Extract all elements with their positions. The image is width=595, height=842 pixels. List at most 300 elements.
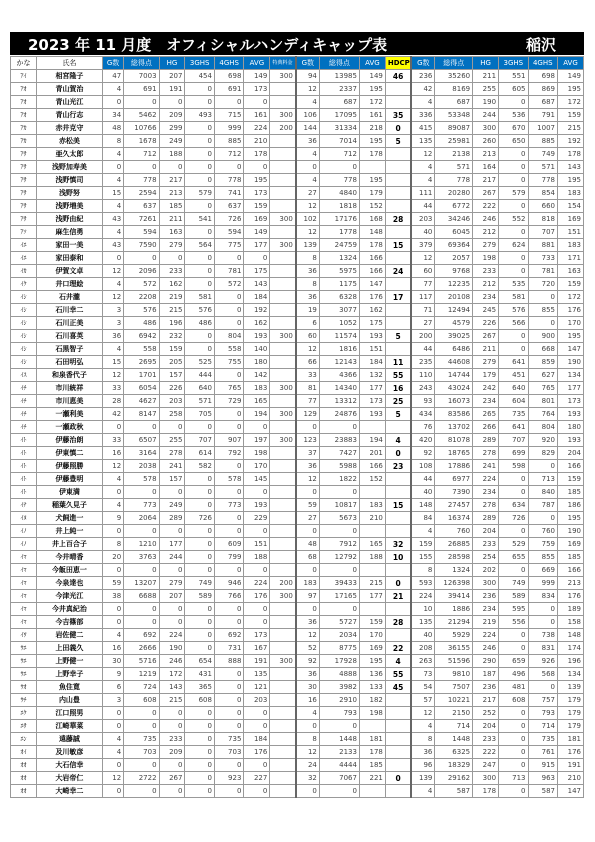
header-right-total: 総得点 [435, 57, 473, 70]
cell-kana: ｲｼ [11, 317, 37, 330]
cell-l-avg: 159 [244, 200, 270, 213]
cell-l-total: 6688 [124, 590, 159, 603]
cell-r-3ghs: 0 [499, 96, 528, 109]
cell-r-3ghs: 641 [499, 421, 528, 434]
cell-l-fee: 300 [270, 109, 296, 122]
cell-l-4ghs: 0 [214, 512, 243, 525]
cell-l-hg: 207 [159, 70, 185, 83]
table-row [11, 785, 584, 798]
cell-l-fee [270, 642, 296, 655]
cell-r-hg: 252 [473, 707, 499, 720]
cell-l-4ghs: 766 [214, 590, 243, 603]
cell-m-games: 0 [296, 525, 320, 538]
cell-r-4ghs: 698 [528, 70, 557, 83]
cell-hdcp [385, 564, 411, 577]
cell-l-4ghs: 726 [214, 213, 243, 226]
cell-kana: ｱｻ [11, 148, 37, 161]
cell-hdcp: 0 [385, 122, 411, 135]
cell-name: 今井晴香 [36, 551, 102, 564]
cell-r-hg: 267 [473, 330, 499, 343]
cell-r-4ghs: 829 [528, 447, 557, 460]
cell-l-hg: 215 [159, 304, 185, 317]
cell-m-total: 4444 [319, 759, 359, 772]
cell-l-hg: 299 [159, 122, 185, 135]
cell-kana: ｱｻ [11, 161, 37, 174]
cell-r-3ghs: 551 [499, 70, 528, 83]
cell-l-hg: 233 [159, 733, 185, 746]
cell-hdcp [385, 720, 411, 733]
cell-l-fee [270, 499, 296, 512]
cell-r-3ghs: 0 [499, 707, 528, 720]
cell-r-games: 135 [411, 616, 435, 629]
cell-r-total: 126398 [435, 577, 473, 590]
cell-kana: ｲﾁ [11, 395, 37, 408]
cell-r-avg: 134 [557, 668, 583, 681]
cell-r-games: 12 [411, 148, 435, 161]
cell-kana: ｲﾜ [11, 629, 37, 642]
cell-l-hg: 289 [159, 512, 185, 525]
cell-l-avg: 145 [244, 473, 270, 486]
cell-r-4ghs: 0 [528, 512, 557, 525]
cell-m-games: 4 [296, 148, 320, 161]
cell-l-avg: 197 [244, 434, 270, 447]
cell-l-hg: 258 [159, 408, 185, 421]
cell-l-total: 594 [124, 226, 159, 239]
cell-l-fee [270, 473, 296, 486]
cell-l-total: 2096 [124, 265, 159, 278]
cell-l-fee [270, 772, 296, 785]
cell-l-avg: 180 [244, 356, 270, 369]
cell-r-3ghs: 529 [499, 538, 528, 551]
cell-l-avg: 0 [244, 252, 270, 265]
cell-l-total: 558 [124, 343, 159, 356]
cell-r-avg: 193 [557, 434, 583, 447]
cell-kana: ｲﾏ [11, 551, 37, 564]
cell-l-games: 4 [102, 746, 123, 759]
cell-l-total: 7590 [124, 239, 159, 252]
cell-l-avg: 188 [244, 551, 270, 564]
cell-l-fee [270, 759, 296, 772]
cell-l-avg: 135 [244, 668, 270, 681]
cell-name: 一瀬政秋 [36, 421, 102, 434]
cell-m-games: 12 [296, 83, 320, 96]
cell-l-3ghs: 0 [185, 499, 214, 512]
cell-r-games: 336 [411, 109, 435, 122]
cell-l-4ghs: 0 [214, 421, 243, 434]
cell-kana: ｴｻ [11, 720, 37, 733]
cell-l-fee [270, 291, 296, 304]
cell-name: 市川恵美 [36, 395, 102, 408]
cell-hdcp: 5 [385, 330, 411, 343]
cell-m-avg: 151 [359, 343, 385, 356]
cell-l-hg: 0 [159, 707, 185, 720]
cell-l-fee [270, 603, 296, 616]
cell-r-total: 7507 [435, 681, 473, 694]
cell-l-3ghs: 0 [185, 135, 214, 148]
cell-r-hg: 244 [473, 109, 499, 122]
cell-r-4ghs: 0 [528, 603, 557, 616]
cell-kana: ｵｵ [11, 772, 37, 785]
cell-r-avg: 166 [557, 460, 583, 473]
cell-r-total: 2057 [435, 252, 473, 265]
cell-r-total: 6772 [435, 200, 473, 213]
cell-l-avg: 173 [244, 83, 270, 96]
cell-r-4ghs: 760 [528, 525, 557, 538]
cell-l-3ghs: 0 [185, 252, 214, 265]
cell-hdcp [385, 629, 411, 642]
table-row [11, 70, 584, 83]
cell-m-games: 12 [296, 746, 320, 759]
cell-l-games: 12 [102, 291, 123, 304]
cell-l-games: 3 [102, 694, 123, 707]
cell-r-3ghs: 655 [499, 551, 528, 564]
cell-r-avg: 185 [557, 551, 583, 564]
cell-l-games: 4 [102, 473, 123, 486]
cell-r-games: 10 [411, 603, 435, 616]
cell-l-games: 3 [102, 304, 123, 317]
cell-kana: ｴﾝ [11, 733, 37, 746]
cell-kana: ｳｵ [11, 681, 37, 694]
cell-r-games: 263 [411, 655, 435, 668]
cell-r-3ghs: 640 [499, 382, 528, 395]
cell-r-hg: 247 [473, 759, 499, 772]
table-row [11, 278, 584, 291]
cell-l-hg: 246 [159, 655, 185, 668]
cell-l-4ghs: 0 [214, 161, 243, 174]
cell-l-hg: 226 [159, 382, 185, 395]
cell-m-total: 687 [319, 96, 359, 109]
header-hdcp: HDCP [385, 57, 411, 70]
cell-l-hg: 217 [159, 174, 185, 187]
cell-m-total: 7427 [319, 447, 359, 460]
cell-r-hg: 233 [473, 265, 499, 278]
cell-l-3ghs: 0 [185, 525, 214, 538]
cell-l-3ghs: 0 [185, 759, 214, 772]
table-row [11, 577, 584, 590]
cell-r-avg: 176 [557, 304, 583, 317]
cell-r-hg: 204 [473, 720, 499, 733]
cell-l-avg: 0 [244, 707, 270, 720]
cell-name: 伊東慎二 [36, 447, 102, 460]
cell-hdcp [385, 343, 411, 356]
cell-l-hg: 172 [159, 668, 185, 681]
cell-l-4ghs: 0 [214, 694, 243, 707]
cell-l-games: 4 [102, 733, 123, 746]
cell-l-games: 4 [102, 174, 123, 187]
cell-l-avg: 177 [244, 239, 270, 252]
table-row [11, 148, 584, 161]
cell-l-4ghs: 946 [214, 577, 243, 590]
cell-r-avg: 185 [557, 486, 583, 499]
cell-kana: ｲﾉ [11, 525, 37, 538]
cell-l-4ghs: 0 [214, 408, 243, 421]
cell-name: 井上純一 [36, 525, 102, 538]
cell-r-total: 69364 [435, 239, 473, 252]
cell-m-total: 0 [319, 603, 359, 616]
cell-l-4ghs: 594 [214, 226, 243, 239]
cell-hdcp: 11 [385, 356, 411, 369]
cell-l-3ghs: 493 [185, 109, 214, 122]
cell-r-avg: 169 [557, 538, 583, 551]
cell-r-4ghs: 0 [528, 317, 557, 330]
cell-name: 今吉篠部 [36, 616, 102, 629]
cell-hdcp: 24 [385, 265, 411, 278]
cell-r-games: 44 [411, 473, 435, 486]
cell-hdcp: 4 [385, 434, 411, 447]
header-right-games: G数 [411, 57, 435, 70]
cell-r-hg: 226 [473, 317, 499, 330]
cell-hdcp [385, 278, 411, 291]
table-row [11, 759, 584, 772]
cell-hdcp [385, 746, 411, 759]
cell-m-total: 17165 [319, 590, 359, 603]
cell-r-4ghs: 761 [528, 746, 557, 759]
cell-l-hg: 249 [159, 135, 185, 148]
cell-r-4ghs: 834 [528, 590, 557, 603]
cell-l-games: 0 [102, 161, 123, 174]
cell-l-hg: 196 [159, 317, 185, 330]
cell-m-games: 4 [296, 707, 320, 720]
cell-l-total: 1210 [124, 538, 159, 551]
cell-m-games: 32 [296, 772, 320, 785]
cell-l-4ghs: 0 [214, 707, 243, 720]
cell-l-total: 2594 [124, 187, 159, 200]
cell-l-3ghs: 705 [185, 408, 214, 421]
table-row [11, 616, 584, 629]
cell-kana: ｲﾁ [11, 408, 37, 421]
cell-l-4ghs: 0 [214, 668, 243, 681]
cell-kana: ｲﾄ [11, 447, 37, 460]
cell-name: 亜久太郎 [36, 148, 102, 161]
cell-l-total: 712 [124, 148, 159, 161]
cell-hdcp: 17 [385, 291, 411, 304]
cell-l-3ghs: 0 [185, 486, 214, 499]
cell-r-3ghs: 0 [499, 148, 528, 161]
cell-l-total: 735 [124, 733, 159, 746]
cell-l-4ghs: 609 [214, 538, 243, 551]
cell-m-avg: 181 [359, 733, 385, 746]
cell-l-4ghs: 558 [214, 343, 243, 356]
cell-m-total: 1052 [319, 317, 359, 330]
cell-r-4ghs: 831 [528, 642, 557, 655]
cell-r-4ghs: 915 [528, 759, 557, 772]
cell-l-avg: 193 [244, 499, 270, 512]
cell-m-avg: 193 [359, 330, 385, 343]
cell-name: 及川敏彦 [36, 746, 102, 759]
cell-r-avg: 196 [557, 655, 583, 668]
cell-hdcp [385, 473, 411, 486]
cell-r-hg: 236 [473, 590, 499, 603]
cell-l-3ghs: 0 [185, 720, 214, 733]
cell-l-avg: 0 [244, 759, 270, 772]
cell-r-total: 25981 [435, 135, 473, 148]
table-row [11, 642, 584, 655]
cell-r-4ghs: 1007 [528, 122, 557, 135]
cell-r-games: 71 [411, 304, 435, 317]
cell-m-avg: 177 [359, 382, 385, 395]
cell-name: 岩佐健二 [36, 629, 102, 642]
cell-l-3ghs: 431 [185, 668, 214, 681]
cell-l-3ghs: 0 [185, 161, 214, 174]
table-row [11, 720, 584, 733]
cell-m-total: 0 [319, 525, 359, 538]
cell-l-3ghs: 0 [185, 473, 214, 486]
cell-l-fee: 200 [270, 122, 296, 135]
cell-hdcp [385, 174, 411, 187]
cell-m-games: 36 [296, 135, 320, 148]
cell-m-games: 52 [296, 642, 320, 655]
cell-r-total: 10221 [435, 694, 473, 707]
table-row [11, 473, 584, 486]
cell-l-4ghs: 773 [214, 499, 243, 512]
cell-name: 上田義久 [36, 642, 102, 655]
cell-r-3ghs: 726 [499, 512, 528, 525]
cell-m-games: 36 [296, 668, 320, 681]
table-row [11, 356, 584, 369]
cell-l-fee [270, 525, 296, 538]
cell-l-total: 0 [124, 525, 159, 538]
cell-m-games: 24 [296, 759, 320, 772]
cell-kana: ｲﾄ [11, 460, 37, 473]
cell-hdcp: 5 [385, 408, 411, 421]
cell-m-total: 13985 [319, 70, 359, 83]
cell-m-avg: 179 [359, 187, 385, 200]
cell-kana: ｳｴ [11, 655, 37, 668]
cell-m-total: 17928 [319, 655, 359, 668]
cell-r-4ghs: 999 [528, 577, 557, 590]
cell-m-avg [359, 486, 385, 499]
cell-r-3ghs: 0 [499, 759, 528, 772]
cell-l-hg: 190 [159, 642, 185, 655]
cell-kana: ｲﾏ [11, 616, 37, 629]
cell-l-fee [270, 616, 296, 629]
cell-r-hg: 245 [473, 304, 499, 317]
cell-hdcp [385, 486, 411, 499]
cell-r-games: 73 [411, 668, 435, 681]
cell-hdcp [385, 161, 411, 174]
cell-r-avg: 163 [557, 265, 583, 278]
cell-r-3ghs: 0 [499, 733, 528, 746]
cell-m-total: 31334 [319, 122, 359, 135]
cell-kana: ｱｵ [11, 109, 37, 122]
cell-l-3ghs: 0 [185, 551, 214, 564]
cell-r-3ghs: 604 [499, 395, 528, 408]
cell-l-hg: 232 [159, 330, 185, 343]
cell-kana: ｲﾏ [11, 564, 37, 577]
cell-l-4ghs: 999 [214, 122, 243, 135]
cell-r-total: 53348 [435, 109, 473, 122]
cell-l-fee [270, 369, 296, 382]
cell-r-games: 243 [411, 382, 435, 395]
cell-l-4ghs: 0 [214, 304, 243, 317]
cell-m-total: 0 [319, 564, 359, 577]
cell-l-avg: 165 [244, 395, 270, 408]
cell-r-4ghs: 571 [528, 161, 557, 174]
cell-l-total: 3164 [124, 447, 159, 460]
cell-l-total: 1219 [124, 668, 159, 681]
cell-r-4ghs: 818 [528, 213, 557, 226]
cell-l-games: 59 [102, 577, 123, 590]
table-row [11, 226, 584, 239]
cell-r-hg: 222 [473, 200, 499, 213]
cell-kana: ｴｸ [11, 707, 37, 720]
cell-r-total: 16073 [435, 395, 473, 408]
cell-l-4ghs: 0 [214, 603, 243, 616]
table-row [11, 447, 584, 460]
cell-r-games: 236 [411, 70, 435, 83]
cell-m-avg: 193 [359, 408, 385, 421]
table-row [11, 590, 584, 603]
cell-m-games: 12 [296, 343, 320, 356]
cell-r-3ghs: 0 [499, 564, 528, 577]
cell-l-fee [270, 278, 296, 291]
cell-kana: ｲｽ [11, 369, 37, 382]
table-row [11, 291, 584, 304]
cell-l-avg: 0 [244, 161, 270, 174]
cell-l-4ghs: 0 [214, 291, 243, 304]
cell-r-games: 139 [411, 772, 435, 785]
cell-hdcp [385, 304, 411, 317]
cell-l-hg: 0 [159, 616, 185, 629]
cell-m-games: 0 [296, 720, 320, 733]
cell-l-hg: 255 [159, 434, 185, 447]
page-title: 2023 年 11 月度 オフィシャルハンディキャップ表 [28, 36, 388, 54]
cell-l-total: 1678 [124, 135, 159, 148]
table-row [11, 551, 584, 564]
cell-r-4ghs: 926 [528, 655, 557, 668]
cell-m-games: 30 [296, 681, 320, 694]
cell-l-total: 8147 [124, 408, 159, 421]
cell-r-4ghs: 855 [528, 304, 557, 317]
cell-r-4ghs: 787 [528, 499, 557, 512]
cell-l-games: 6 [102, 681, 123, 694]
cell-l-fee [270, 83, 296, 96]
cell-m-total: 24876 [319, 408, 359, 421]
cell-r-4ghs: 0 [528, 291, 557, 304]
cell-hdcp: 21 [385, 590, 411, 603]
cell-m-games: 8 [296, 252, 320, 265]
cell-m-total: 7014 [319, 135, 359, 148]
cell-hdcp [385, 96, 411, 109]
cell-l-games: 12 [102, 772, 123, 785]
cell-r-4ghs: 963 [528, 772, 557, 785]
cell-m-avg: 165 [359, 538, 385, 551]
cell-r-4ghs: 881 [528, 239, 557, 252]
cell-kana: ｱｻ [11, 213, 37, 226]
cell-r-hg: 202 [473, 564, 499, 577]
cell-m-avg: 173 [359, 395, 385, 408]
cell-m-games: 12 [296, 226, 320, 239]
cell-r-hg: 179 [473, 369, 499, 382]
cell-l-fee: 300 [270, 213, 296, 226]
cell-r-hg: 234 [473, 291, 499, 304]
cell-r-total: 39025 [435, 330, 473, 343]
cell-name: 今飯田恵一 [36, 564, 102, 577]
cell-r-games: 42 [411, 83, 435, 96]
cell-name: 犬飼進一 [36, 512, 102, 525]
cell-l-3ghs: 707 [185, 434, 214, 447]
cell-m-games: 97 [296, 590, 320, 603]
cell-l-total: 778 [124, 174, 159, 187]
cell-m-avg [359, 161, 385, 174]
cell-r-avg: 154 [557, 200, 583, 213]
cell-r-hg: 219 [473, 616, 499, 629]
header-mid-avg: AVG [359, 57, 385, 70]
cell-m-games: 36 [296, 460, 320, 473]
cell-r-games: 110 [411, 369, 435, 382]
cell-l-avg: 176 [244, 746, 270, 759]
cell-r-3ghs: 0 [499, 200, 528, 213]
